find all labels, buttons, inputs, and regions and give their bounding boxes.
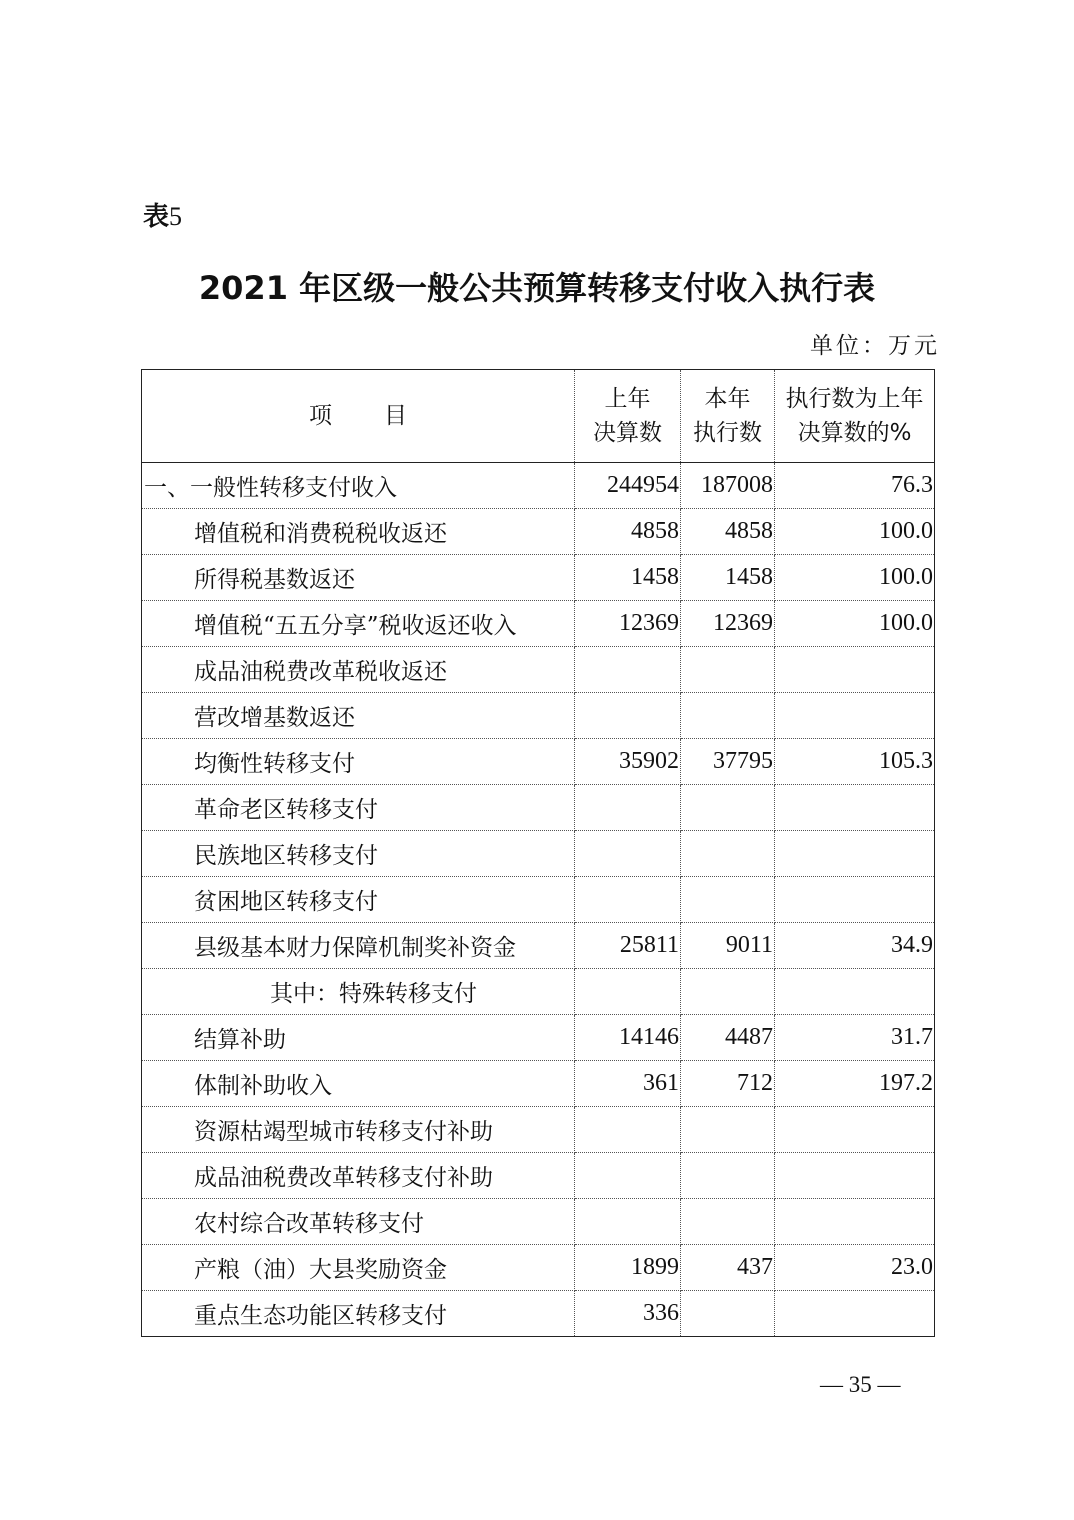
- table-row: [142, 1107, 935, 1153]
- row-curr-year-value: [681, 831, 775, 877]
- table-body: [142, 463, 935, 1337]
- row-percent-value: 100.0: [775, 601, 935, 647]
- header-prev-line2: 决算数: [593, 420, 662, 446]
- table-row: [142, 877, 935, 923]
- row-prev-year-value: 1458: [575, 555, 681, 601]
- table-row: [142, 831, 935, 877]
- row-percent-value: [775, 647, 935, 693]
- header-curr-year: [681, 370, 775, 463]
- budget-table: [141, 369, 935, 1337]
- row-item: 重点生态功能区转移支付: [142, 1291, 575, 1337]
- row-item: 体制补助收入: [142, 1061, 575, 1107]
- row-percent-value: [775, 1291, 935, 1337]
- table-row: [142, 969, 935, 1015]
- header-item: [142, 370, 575, 463]
- header-pct-line1: 执行数为上年: [785, 386, 924, 412]
- row-percent-value: [775, 693, 935, 739]
- table-row: [142, 785, 935, 831]
- row-prev-year-value: 361: [575, 1061, 681, 1107]
- row-item: 增值税和消费税税收返还: [142, 509, 575, 555]
- row-percent-value: 76.3: [775, 463, 935, 509]
- header-curr-line1: 本年: [704, 386, 751, 412]
- row-prev-year-value: 4858: [575, 509, 681, 555]
- row-item: 一、一般性转移支付收入: [142, 463, 575, 509]
- row-percent-value: 31.7: [775, 1015, 935, 1061]
- header-curr-line2: 执行数: [693, 420, 762, 446]
- row-curr-year-value: [681, 1153, 775, 1199]
- header-item-part2: 目: [384, 403, 407, 429]
- row-percent-value: 100.0: [775, 555, 935, 601]
- header-pct-line2: 决算数的%: [797, 420, 912, 446]
- header-row: [142, 370, 935, 463]
- table-label-prefix: 表: [143, 202, 170, 232]
- header-prev-year: [575, 370, 681, 463]
- row-prev-year-value: 244954: [575, 463, 681, 509]
- row-item: 所得税基数返还: [142, 555, 575, 601]
- row-percent-value: 100.0: [775, 509, 935, 555]
- table-header: [142, 370, 935, 463]
- row-prev-year-value: [575, 969, 681, 1015]
- row-item: 营改增基数返还: [142, 693, 575, 739]
- row-curr-year-value: 437: [681, 1245, 775, 1291]
- table-row: [142, 1061, 935, 1107]
- table-row: [142, 1245, 935, 1291]
- row-curr-year-value: 37795: [681, 739, 775, 785]
- row-curr-year-value: 712: [681, 1061, 775, 1107]
- row-prev-year-value: [575, 877, 681, 923]
- row-prev-year-value: [575, 1153, 681, 1199]
- row-prev-year-value: [575, 831, 681, 877]
- row-curr-year-value: 187008: [681, 463, 775, 509]
- row-curr-year-value: [681, 969, 775, 1015]
- row-percent-value: [775, 1107, 935, 1153]
- header-item-part1: 项: [309, 403, 332, 429]
- row-curr-year-value: [681, 1107, 775, 1153]
- page-title: 2021 年区级一般公共预算转移支付收入执行表: [198, 269, 876, 307]
- row-curr-year-value: 9011: [681, 923, 775, 969]
- row-prev-year-value: [575, 647, 681, 693]
- table-row: [142, 463, 935, 509]
- row-item: 县级基本财力保障机制奖补资金: [142, 923, 575, 969]
- row-prev-year-value: [575, 693, 681, 739]
- table-row: [142, 693, 935, 739]
- row-curr-year-value: [681, 647, 775, 693]
- row-item: 结算补助: [142, 1015, 575, 1061]
- row-item: 农村综合改革转移支付: [142, 1199, 575, 1245]
- row-percent-value: [775, 877, 935, 923]
- row-item: 其中：特殊转移支付: [142, 969, 575, 1015]
- table-row: [142, 647, 935, 693]
- row-percent-value: [775, 969, 935, 1015]
- row-curr-year-value: 4858: [681, 509, 775, 555]
- row-prev-year-value: 1899: [575, 1245, 681, 1291]
- row-percent-value: [775, 1153, 935, 1199]
- row-percent-value: 105.3: [775, 739, 935, 785]
- row-prev-year-value: [575, 785, 681, 831]
- row-prev-year-value: 35902: [575, 739, 681, 785]
- table-row: [142, 1291, 935, 1337]
- row-item: 民族地区转移支付: [142, 831, 575, 877]
- row-percent-value: 197.2: [775, 1061, 935, 1107]
- row-curr-year-value: [681, 1291, 775, 1337]
- table-row: [142, 1015, 935, 1061]
- table-row: [142, 739, 935, 785]
- table-row: [142, 1199, 935, 1245]
- row-prev-year-value: 336: [575, 1291, 681, 1337]
- row-prev-year-value: 25811: [575, 923, 681, 969]
- row-prev-year-value: 12369: [575, 601, 681, 647]
- row-item: 贫困地区转移支付: [142, 877, 575, 923]
- row-curr-year-value: 4487: [681, 1015, 775, 1061]
- row-percent-value: [775, 831, 935, 877]
- row-item: 均衡性转移支付: [142, 739, 575, 785]
- row-item: 增值税“五五分享”税收返还收入: [142, 601, 575, 647]
- unit-label: 单位：万元: [810, 333, 940, 359]
- table-row: [142, 923, 935, 969]
- row-prev-year-value: [575, 1107, 681, 1153]
- table-label: [143, 196, 182, 233]
- row-item: 资源枯竭型城市转移支付补助: [142, 1107, 575, 1153]
- table-row: [142, 509, 935, 555]
- table-row: [142, 555, 935, 601]
- row-curr-year-value: [681, 693, 775, 739]
- row-item: 革命老区转移支付: [142, 785, 575, 831]
- row-curr-year-value: [681, 1199, 775, 1245]
- row-percent-value: 34.9: [775, 923, 935, 969]
- row-curr-year-value: [681, 877, 775, 923]
- row-curr-year-value: 1458: [681, 555, 775, 601]
- row-curr-year-value: 12369: [681, 601, 775, 647]
- page-number: — 35 —: [820, 1372, 901, 1397]
- row-item: 产粮（油）大县奖励资金: [142, 1245, 575, 1291]
- row-percent-value: 23.0: [775, 1245, 935, 1291]
- row-item: 成品油税费改革转移支付补助: [142, 1153, 575, 1199]
- row-curr-year-value: [681, 785, 775, 831]
- row-percent-value: [775, 1199, 935, 1245]
- header-prev-line1: 上年: [604, 386, 651, 412]
- row-prev-year-value: 14146: [575, 1015, 681, 1061]
- table-label-number: 5: [169, 202, 183, 231]
- table-row: [142, 1153, 935, 1199]
- header-percent: [775, 370, 935, 463]
- table-row: [142, 601, 935, 647]
- row-item: 成品油税费改革税收返还: [142, 647, 575, 693]
- row-percent-value: [775, 785, 935, 831]
- row-prev-year-value: [575, 1199, 681, 1245]
